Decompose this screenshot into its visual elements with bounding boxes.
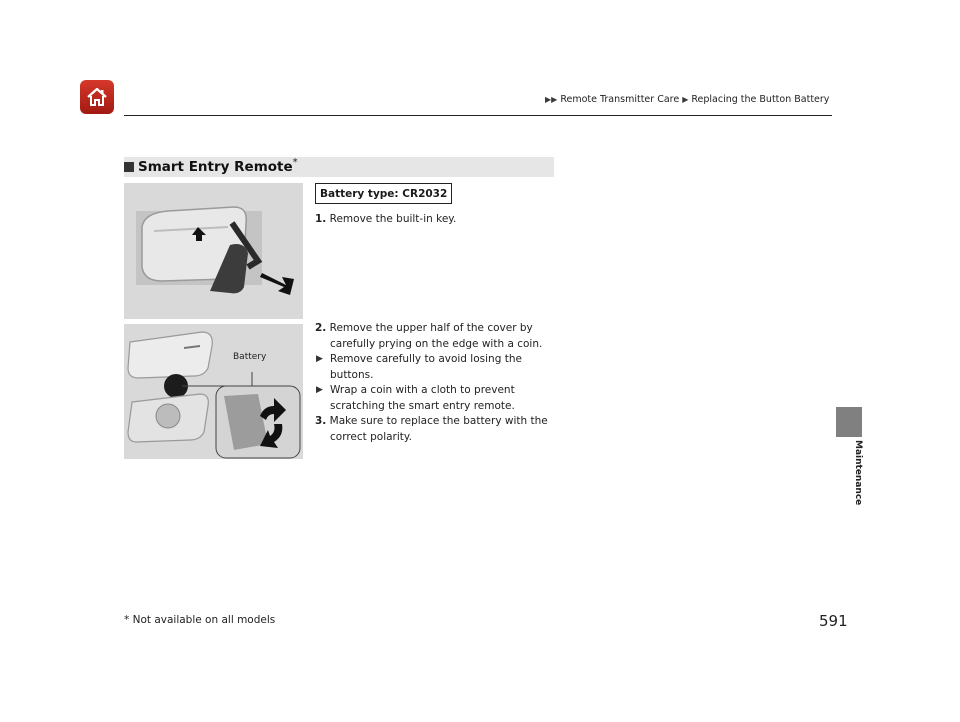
note-text-line: Remove carefully to avoid losing the — [330, 353, 522, 365]
footnote: * Not available on all models — [124, 614, 276, 626]
header-rule — [124, 115, 832, 116]
breadcrumb-item-remote-transmitter-care[interactable]: Remote Transmitter Care — [560, 94, 680, 105]
section-footnote-star: * — [292, 156, 298, 168]
step-2 — [315, 321, 555, 445]
step-text-line: correct polarity. — [330, 430, 412, 443]
note-arrow-icon: ▶ — [316, 354, 323, 364]
step-text: Remove the built-in key. — [329, 213, 457, 225]
breadcrumb — [545, 94, 829, 105]
figure-replace-battery — [124, 324, 303, 459]
step-number: 2. — [315, 322, 327, 334]
section-title: Smart Entry Remote — [138, 159, 293, 175]
step-number: 1. — [315, 213, 327, 225]
section-header — [124, 157, 554, 177]
note-text-line: Wrap a coin with a cloth to prevent — [330, 384, 515, 396]
remote-key-illustration — [124, 183, 303, 319]
figure-remove-key — [124, 183, 303, 319]
step-1 — [315, 212, 456, 228]
step-text-line: carefully prying on the edge with a coin. — [330, 337, 543, 350]
remote-battery-illustration — [124, 324, 303, 459]
breadcrumb-arrow-icon: ▶▶ — [545, 95, 558, 104]
side-tab-marker[interactable] — [836, 407, 862, 437]
page-number: 591 — [819, 612, 848, 630]
step-number: 3. — [315, 415, 327, 427]
section-square-icon — [124, 162, 134, 172]
home-button[interactable] — [80, 80, 114, 114]
battery-callout-label: Battery — [233, 352, 267, 362]
step-text-line: Remove the upper half of the cover by — [329, 322, 533, 334]
step-text-line: Make sure to replace the battery with the — [329, 415, 548, 427]
battery-type-label: Battery type: CR2032 — [315, 183, 452, 204]
breadcrumb-item-replacing-button-battery[interactable]: Replacing the Button Battery — [691, 94, 830, 105]
breadcrumb-arrow-icon: ▶ — [682, 95, 689, 104]
home-icon — [84, 84, 110, 110]
note-arrow-icon: ▶ — [316, 385, 323, 395]
step-note — [315, 383, 555, 399]
side-tab-label: Maintenance — [853, 440, 863, 506]
note-text-line: buttons. — [330, 368, 374, 381]
note-text-line: scratching the smart entry remote. — [330, 399, 515, 412]
step-note — [315, 352, 555, 368]
